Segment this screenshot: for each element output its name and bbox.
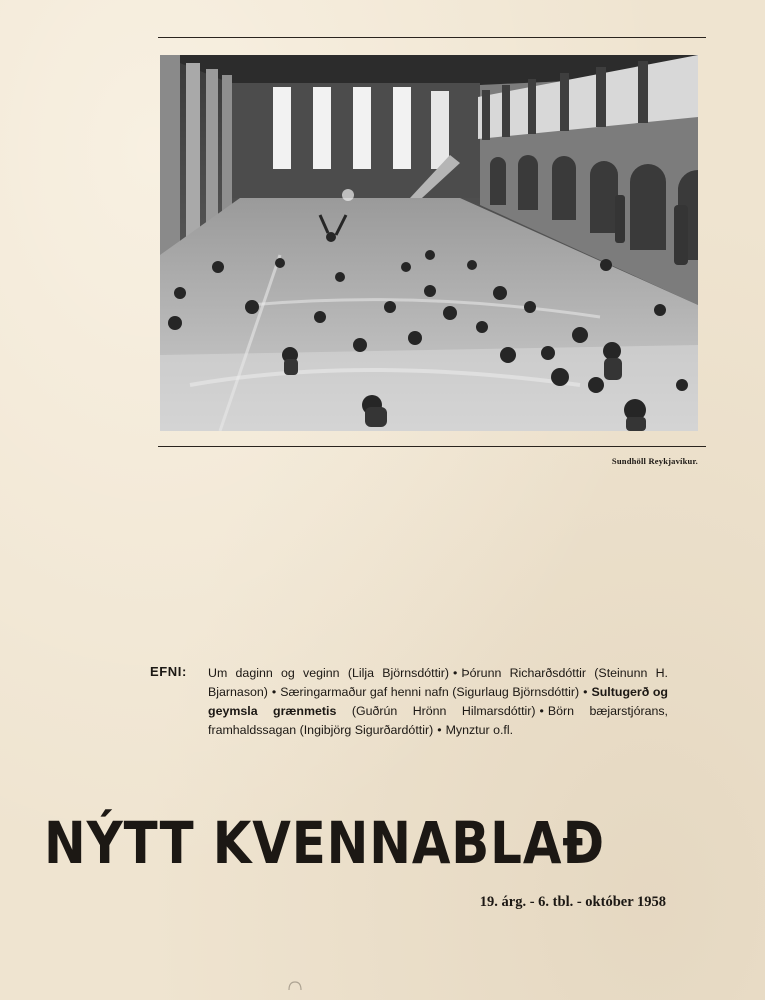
contents-item: Sultugerð og geymsla grænmetis <box>208 685 668 718</box>
swimming-pool-photo <box>160 55 698 431</box>
top-rule <box>158 37 706 38</box>
bottom-rule <box>158 446 706 447</box>
issue-info: 19. árg. - 6. tbl. - október 1958 <box>479 894 666 910</box>
bullet-icon: • <box>271 685 277 699</box>
masthead-title: NÝTT KVENNABLAÐ <box>44 809 605 877</box>
contents-item: (Guðrún Hrönn Hilmarsdóttir) <box>351 704 536 718</box>
photo-caption: Sundhöll Reykjavíkur. <box>611 456 698 466</box>
page-mark-icon <box>287 980 303 992</box>
contents-item: Um daginn og veginn (Lilja Björnsdóttir) <box>208 666 450 680</box>
bullet-icon: • <box>539 704 544 718</box>
contents-item: Mynztur o.fl. <box>445 723 514 737</box>
contents-item: Börn bæjarstjórans, framhaldssagan (Ingibjörg Sigurðardóttir) <box>208 704 668 737</box>
contents-item: Særingarmaður gaf henni nafn (Sigurlaug Björnsdóttir) <box>280 685 580 699</box>
contents-item: Þórunn Richarðsdóttir (Steinunn H. Bjarnason) <box>208 666 668 699</box>
contents-label: EFNI: <box>150 664 187 679</box>
bullet-icon: • <box>453 666 458 680</box>
contents-list <box>208 664 668 740</box>
bullet-icon: • <box>583 685 588 699</box>
bullet-icon: • <box>437 723 442 737</box>
